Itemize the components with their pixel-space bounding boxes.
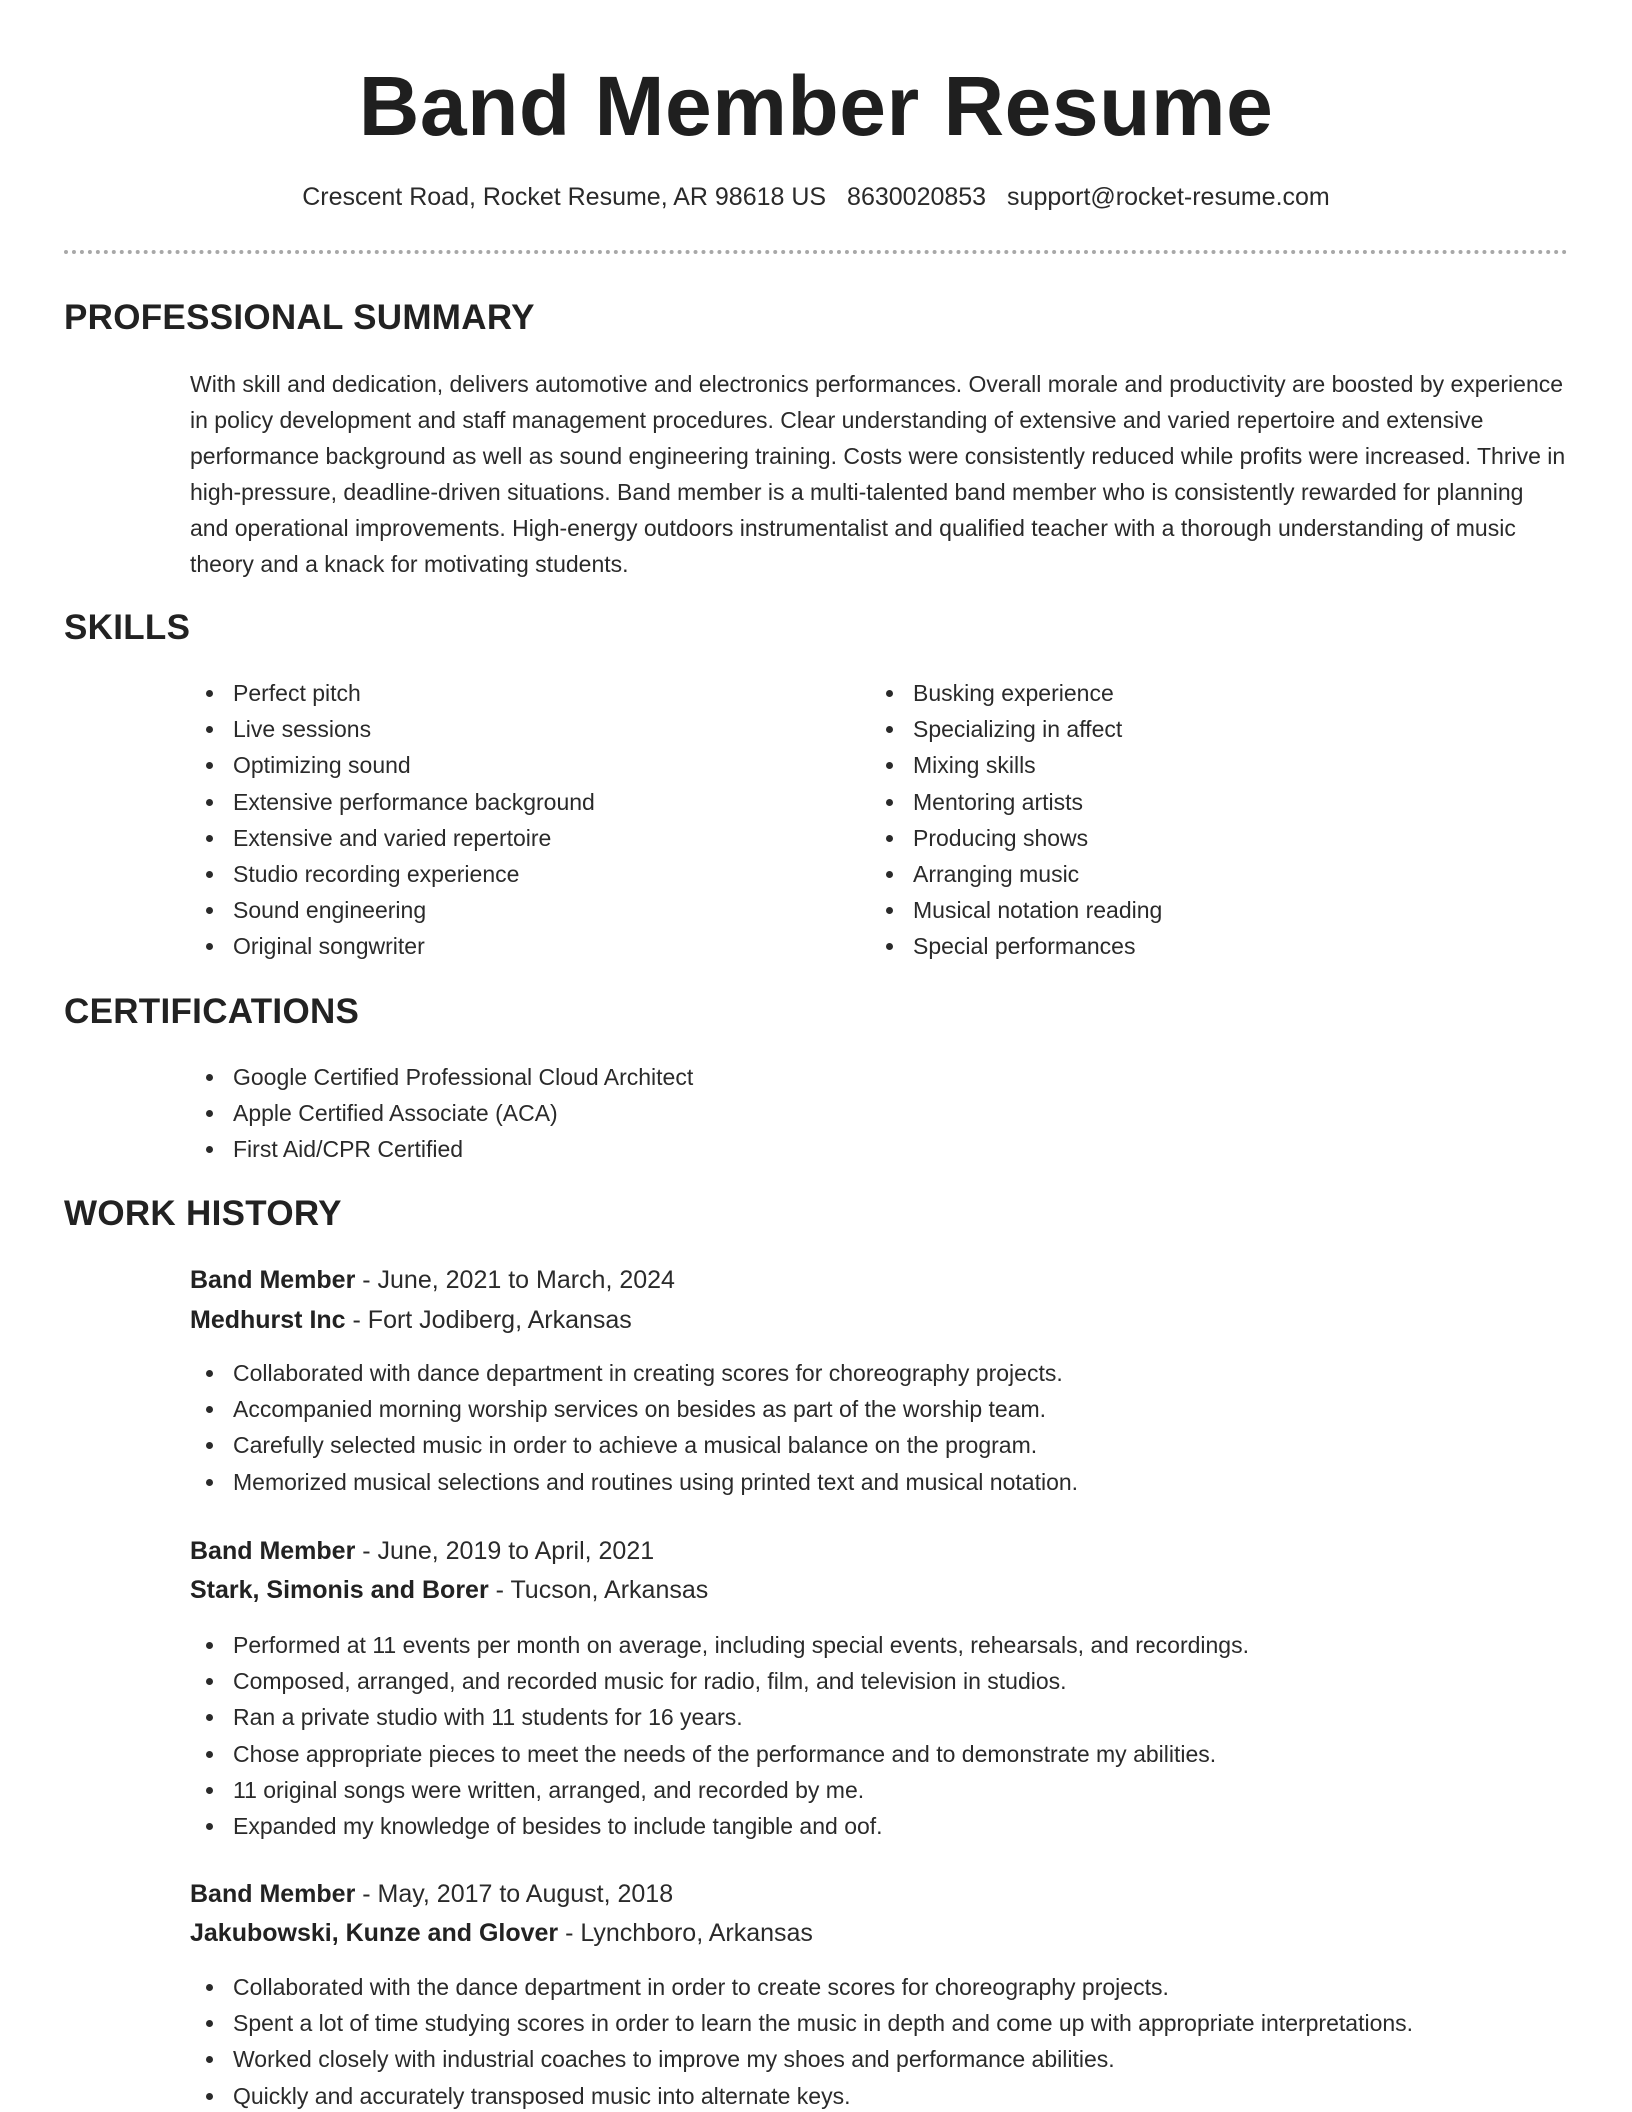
contact-phone: 8630020853 xyxy=(847,183,987,211)
list-item: Chose appropriate pieces to meet the needs of the performance and to demonstrate my abilities. xyxy=(190,1736,1249,1772)
job-title-line xyxy=(190,1537,654,1566)
contact-address: Crescent Road, Rocket Resume, AR 98618 US xyxy=(302,183,827,211)
list-item: 11 original songs were written, arranged, and recorded by me. xyxy=(190,1772,1249,1808)
list-item: Carefully selected music in order to achieve a musical balance on the program. xyxy=(190,1427,1078,1463)
job-title-line xyxy=(190,1880,673,1909)
job-company: Stark, Simonis and Borer xyxy=(190,1576,489,1604)
contact-line xyxy=(0,183,1632,212)
list-item: Accompanied morning worship services on besides as part of the worship team. xyxy=(190,1391,1078,1427)
job-title-line xyxy=(190,1266,675,1295)
list-item: Ran a private studio with 11 students for 16 years. xyxy=(190,1699,1249,1735)
list-item: Original songwriter xyxy=(190,928,595,964)
list-item: Expanded my knowledge of besides to include tangible and oof. xyxy=(190,1808,1249,1844)
list-item: Collaborated with the dance department in order to create scores for choreography projects. xyxy=(190,1969,1413,2005)
job-dates: - June, 2019 to April, 2021 xyxy=(355,1537,655,1565)
list-item: Perfect pitch xyxy=(190,675,595,711)
job-company: Medhurst Inc xyxy=(190,1306,346,1334)
job-location: - Tucson, Arkansas xyxy=(488,1576,709,1604)
skills-list-right xyxy=(870,675,1162,965)
list-item: Collaborated with dance department in creating scores for choreography projects. xyxy=(190,1355,1078,1391)
list-item: Studio recording experience xyxy=(190,856,595,892)
job-bullets xyxy=(190,1627,1249,1844)
job-dates: - May, 2017 to August, 2018 xyxy=(355,1880,674,1908)
list-item: Optimizing sound xyxy=(190,747,595,783)
list-item: First Aid/CPR Certified xyxy=(190,1131,693,1167)
list-item: Arranging music xyxy=(870,856,1162,892)
list-item: Live sessions xyxy=(190,711,595,747)
section-title-skills: SKILLS xyxy=(64,608,191,647)
list-item: Performed at 11 events per month on average, including special events, rehearsals, and recordings. xyxy=(190,1627,1249,1663)
list-item: Mixing skills xyxy=(870,747,1162,783)
job-role: Band Member xyxy=(190,1880,356,1908)
job-role: Band Member xyxy=(190,1537,356,1565)
job-role: Band Member xyxy=(190,1266,356,1294)
section-title-certifications: CERTIFICATIONS xyxy=(64,992,360,1031)
list-item: Worked closely with industrial coaches to improve my shoes and performance abilities. xyxy=(190,2041,1413,2077)
skills-list-left xyxy=(190,675,595,965)
job-company-line xyxy=(190,1576,708,1605)
list-item: Sound engineering xyxy=(190,892,595,928)
list-item: Spent a lot of time studying scores in order to learn the music in depth and come up with appropriate interpretations. xyxy=(190,2005,1413,2041)
job-company-line xyxy=(190,1306,632,1335)
resume-title: Band Member Resume xyxy=(358,59,1274,153)
list-item: Mentoring artists xyxy=(870,784,1162,820)
list-item: Apple Certified Associate (ACA) xyxy=(190,1095,693,1131)
contact-email: support@rocket-resume.com xyxy=(1007,183,1330,211)
list-item: Memorized musical selections and routines using printed text and musical notation. xyxy=(190,1464,1078,1500)
job-dates: - June, 2021 to March, 2024 xyxy=(355,1266,675,1294)
section-title-summary: PROFESSIONAL SUMMARY xyxy=(64,298,535,337)
section-title-work-history: WORK HISTORY xyxy=(64,1194,342,1233)
job-location: - Fort Jodiberg, Arkansas xyxy=(345,1306,632,1334)
certifications-list xyxy=(190,1059,693,1168)
list-item: Composed, arranged, and recorded music for radio, film, and television in studios. xyxy=(190,1663,1249,1699)
list-item: Producing shows xyxy=(870,820,1162,856)
list-item: Extensive performance background xyxy=(190,784,595,820)
job-company: Jakubowski, Kunze and Glover xyxy=(190,1919,559,1947)
list-item: Special performances xyxy=(870,928,1162,964)
list-item: Specializing in affect xyxy=(870,711,1162,747)
job-location: - Lynchboro, Arkansas xyxy=(558,1919,813,1947)
job-bullets xyxy=(190,1355,1078,1500)
summary-text: With skill and dedication, delivers automotive and electronics performances. Overall morale and productivity are boosted by experience in policy development and staff management procedures. Clear understanding of extensive and varied repertoire and extensive performance background as well as sound engineering training. Costs were consistently reduced while profits were increased. Thrive in high-pressure, deadline-driven situations. Band member is a multi-talented band member who is consistently rewarded for planning and operational improvements. High-energy outdoors instrumentalist and qualified teacher with a thorough understanding of music theory and a knack for motivating students. xyxy=(190,371,1566,577)
job-bullets xyxy=(190,1969,1413,2112)
header-divider xyxy=(64,250,1568,254)
list-item: Quickly and accurately transposed music into alternate keys. xyxy=(190,2078,1413,2112)
list-item: Busking experience xyxy=(870,675,1162,711)
list-item: Google Certified Professional Cloud Architect xyxy=(190,1059,693,1095)
list-item: Musical notation reading xyxy=(870,892,1162,928)
job-company-line xyxy=(190,1919,813,1948)
list-item: Extensive and varied repertoire xyxy=(190,820,595,856)
